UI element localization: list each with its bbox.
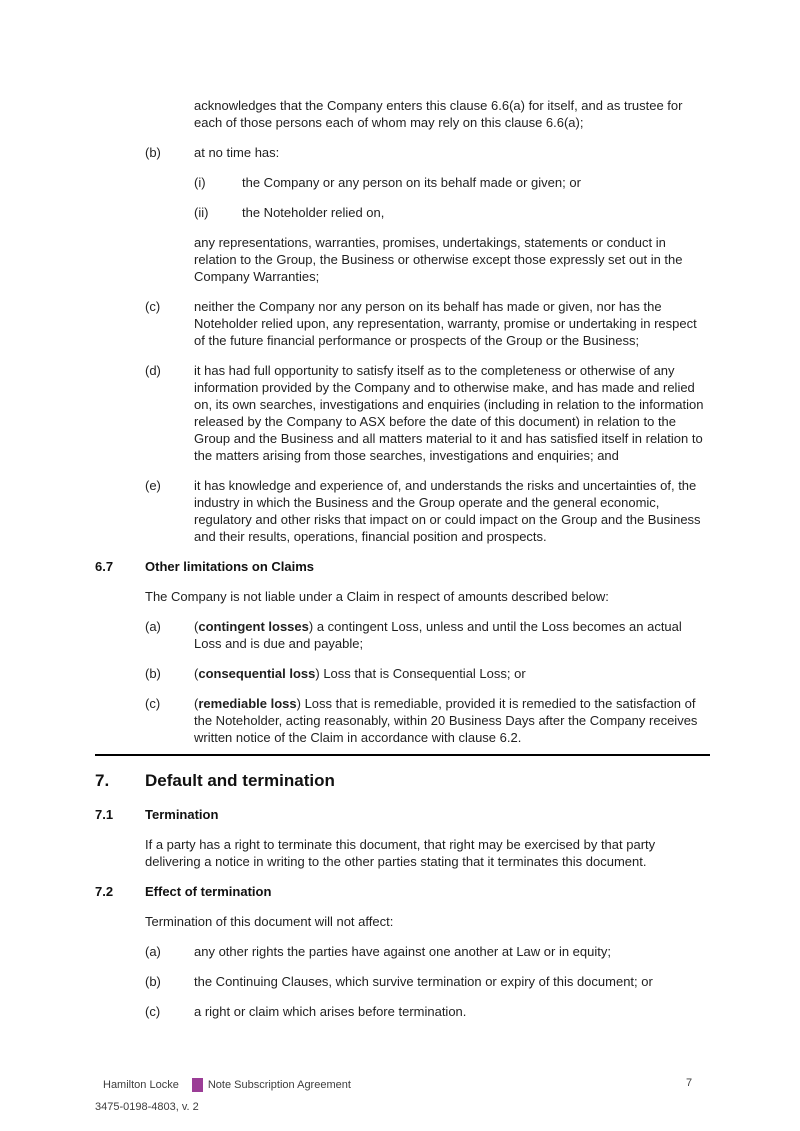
list-text: any other rights the parties have against one another at Law or in equity; (194, 944, 611, 959)
list-item-b-tail-paragraph: any representations, warranties, promises, undertakings, statements or conduct in relation to the Group, the Business or otherwise except those expressly set out in the Company Warranties; (194, 235, 683, 284)
list-label: (i) (194, 175, 206, 190)
page-footer (103, 1077, 351, 1092)
claims-item-b (145, 665, 710, 682)
list-label: (c) (145, 1004, 161, 1019)
list-label: (b) (145, 145, 161, 160)
document-reference: 3475-0198-4803, v. 2 (95, 1101, 199, 1113)
sub-item-i (194, 174, 710, 191)
list-label: (c) (145, 299, 161, 314)
list-item-d (145, 362, 710, 464)
list-item-c (145, 298, 710, 349)
brand-accent-mark-icon (192, 1078, 203, 1092)
list-text: a right or claim which arises before termination. (194, 1004, 467, 1019)
clause-number: 7.1 (95, 807, 114, 822)
clause-6-7-intro: The Company is not liable under a Claim in respect of amounts described below: (145, 589, 609, 604)
list-text: the Noteholder relied on, (242, 205, 385, 220)
list-text: it has knowledge and experience of, and understands the risks and uncertainties of, the industry in which the Business and the Group operate and the general economic, regulatory and other risks that impact on or could impact on the Group and the Business and their results, operations, financial position and prospects. (194, 478, 701, 544)
defined-term: consequential loss (198, 666, 316, 681)
clause-title: Other limitations on Claims (145, 559, 315, 574)
list-text: the Company or any person on its behalf made or given; or (242, 175, 581, 190)
list-label: (a) (145, 944, 161, 959)
claims-item-c (145, 695, 710, 746)
list-text: neither the Company nor any person on its behalf has made or given, nor has the Noteholder relied upon, any representation, warranty, promise or undertaking in respect of the future financial performance or prospects of the Group or the Business; (194, 299, 697, 348)
defined-term: contingent losses (198, 619, 309, 634)
clause-7-2-intro: Termination of this document will not affect: (145, 914, 394, 929)
clause-title: Default and termination (145, 771, 335, 790)
heading-6-7 (95, 558, 710, 575)
list-text: (contingent losses) a contingent Loss, unless and until the Loss becomes an actual Loss and is due and payable; (194, 619, 682, 651)
clause-7-1-body: If a party has a right to terminate this document, that right may be exercised by that party delivering a notice in writing to the other parties stating that it terminates this document. (145, 837, 656, 869)
defined-term: remediable loss (198, 696, 297, 711)
clause-number: 6.7 (95, 559, 114, 574)
heading-7 (95, 770, 710, 791)
claims-item-a (145, 618, 710, 652)
termination-item-a (145, 943, 710, 960)
footer-doc-title: Note Subscription Agreement (207, 1078, 351, 1091)
list-text: (remediable loss) Loss that is remediable, provided it is remedied to the satisfaction of the Noteholder, acting reasonably, within 20 Business Days after the Company receives written notice of the Claim in accordance with clause 6.2. (194, 696, 698, 745)
list-label: (e) (145, 478, 161, 493)
list-label: (ii) (194, 205, 209, 220)
termination-item-c (145, 1003, 710, 1020)
list-label: (b) (145, 974, 161, 989)
heading-7-2 (95, 883, 710, 900)
list-text: it has had full opportunity to satisfy itself as to the completeness or otherwise of any information provided by the Company and to otherwise make, and has made and relied on, its own searches, investigations and enquiries (including in relation to the information released by the Company to ASX before the date of this document) in relation to the Group and the Business and all matters material to it and has satisfied itself in relation to the matters arising from those searches, investigations and enquiries; and (194, 363, 704, 463)
list-label: (d) (145, 363, 161, 378)
list-text: (consequential loss) Loss that is Consequential Loss; or (194, 666, 526, 681)
heading-7-1 (95, 806, 710, 823)
list-text: at no time has: (194, 145, 280, 160)
clause-number: 7.2 (95, 884, 114, 899)
clause-title: Termination (145, 807, 219, 822)
clause-6-6-continuation-paragraph: acknowledges that the Company enters this clause 6.6(a) for itself, and as trustee for each of those persons each of whom may rely on this clause 6.6(a); (194, 98, 683, 130)
list-label: (b) (145, 666, 161, 681)
list-item-e (145, 477, 710, 545)
page-number: 7 (686, 1077, 693, 1089)
list-text: the Continuing Clauses, which survive termination or expiry of this document; or (194, 974, 653, 989)
sub-item-ii (194, 204, 710, 221)
clause-number: 7. (95, 771, 110, 790)
section-divider (95, 754, 710, 756)
clause-title: Effect of termination (145, 884, 272, 899)
list-label: (a) (145, 619, 161, 634)
footer-firm-name: Hamilton Locke (103, 1078, 179, 1091)
list-item-b (145, 144, 710, 161)
termination-item-b (145, 973, 710, 990)
document-body (95, 97, 710, 1033)
list-label: (c) (145, 696, 161, 711)
